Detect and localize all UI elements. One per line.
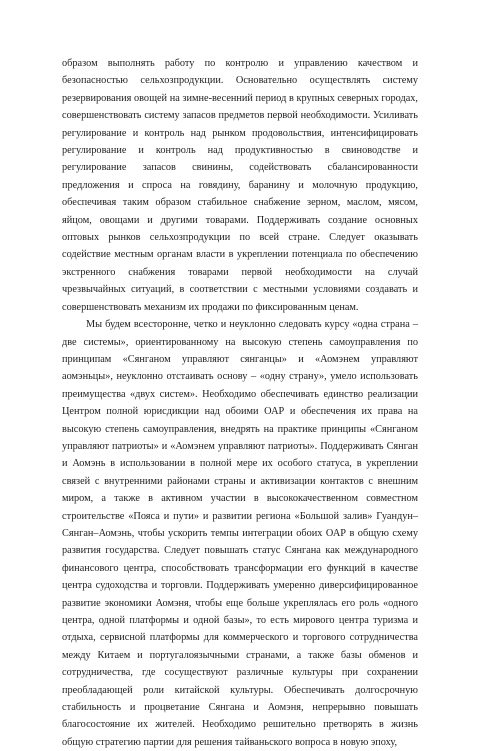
paragraph-1: образом выполнять работу по контролю и управлению качеством и безопасностью сельхозпродукции. Основательно осуществлять систему резервирования овощей на зимне-весенний период в крупных северных городах, совершенствовать систему запасов предметов первой необходимости. Усиливать регулирование и контроль над рынком продовольствия, интенсифицировать регулирование и контроль над продуктивностью в свиноводстве и регулирование запасов свинины, содействовать сбалансированности предложения и спроса на говядину, баранину и молочную продукцию, обеспечивая таким образом стабильное снабжение зерном, маслом, мясом, яйцом, овощами и другими товарами. Поддерживать создание основных оптовых рынков сельхозпродукции по всей стране. Следует оказывать содействие местным органам власти в укреплении потенциала по обеспечению экстренного снабжения товарами первой необходимости на случай чрезвычайных ситуаций, в соответствии с местными условиями создавать и совершенствовать механизм их продажи по фиксированным ценам. (62, 58, 418, 313)
paragraph-2: Мы будем всесторонне, четко и неуклонно следовать курсу «одна страна – две системы», ориентированному на высокую степень самоуправления по принципам «Сянганом управляют сянганцы» и «Аомэнем управляют аомэньцы», неуклонно отстаивать основу – «одну страну», умело использовать преимущества «двух систем». Необходимо обеспечивать единство реализации Центром полной юрисдикции над обоими ОАР и обеспечения их права на высокую степень самоуправления, внедрять на практике принципы «Сянганом управляют патриоты» и «Аомэнем управляют патриоты». Поддерживать Сянган и Аомэнь в использовании в полной мере их особого статуса, в укреплении связей с внутренними районами страны и активизации контактов с внешним миром, а также в активном участии в высококачественном совместном строительстве «Пояса и пути» и развитии региона «Большой залив» Гуандун–Сянган–Аомэнь, чтобы ускорить темпы интеграции обоих ОАР в общую схему развития государства. Следует повышать статус Сянгана как международного финансового центра, способствовать трансформации его функций в качестве центра судоходства и торговли. Поддерживать умеренно диверсифицированное развитие экономики Аомэня, чтобы еще больше укреплялась его роль «одного центра, одной платформы и одной базы», то есть мирового центра туризма и отдыха, сервисной платформы для коммерческого и торгового сотрудничества между Китаем и португалоязычными странами, а также базы обменов и сотрудничества, где сосуществуют различные культуры при сохранении преобладающей роли китайской культуры. Обеспечивать долгосрочную стабильность и процветание Сянгана и Аомэня, непрерывно повышать благосостояние их жителей. Необходимо решительно претворять в жизнь общую стратегию партии для решения тайваньского вопроса в новую эпоху, (62, 319, 418, 748)
